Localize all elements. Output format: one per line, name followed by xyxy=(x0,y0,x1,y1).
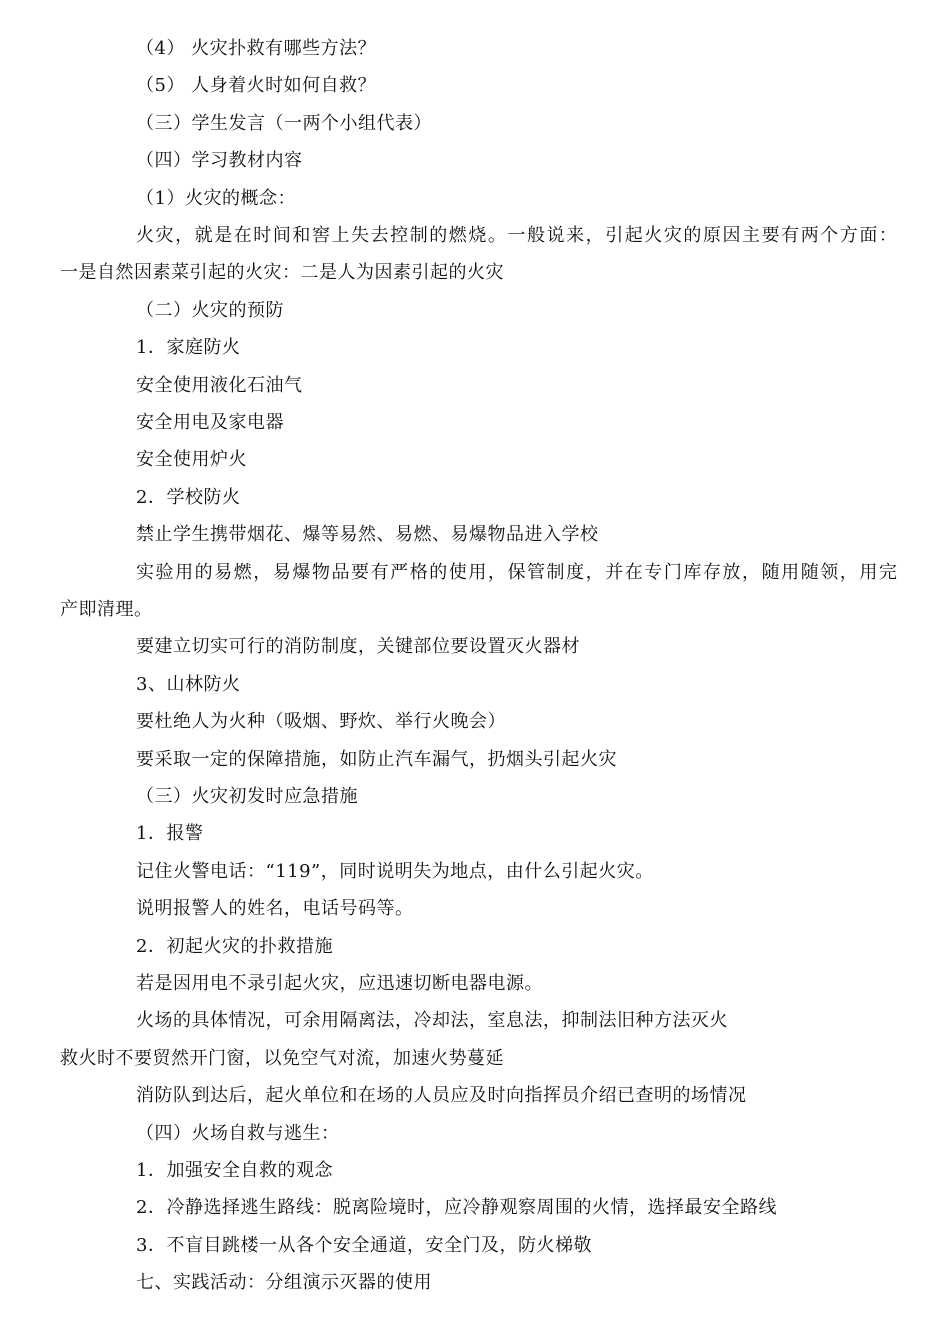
school-item-system: 要建立切实可行的消防制度，关键部位要设置灭火器材 xyxy=(136,636,580,657)
practice-activity: 七、实践活动：分组演示灭器的使用 xyxy=(136,1272,432,1293)
initial-item-methods: 火场的具体情况，可余用隔离法，冷却法，室息法，抑制法旧种方法灭火 xyxy=(136,1010,728,1031)
fire-definition-line-2: 一是自然因素菜引起的火灾：二是人为因素引起的火灾 xyxy=(60,262,504,283)
emergency-heading: （三）火灾初发时应急措施 xyxy=(136,786,358,807)
school-item-lab-line-2: 产即清理。 xyxy=(60,599,153,620)
school-fire-heading: 2．学校防火 xyxy=(136,487,241,508)
self-rescue-heading: （四）火场自救与逃生： xyxy=(136,1123,340,1144)
school-item-lab-line-1: 实验用的易燃，易爆物品要有严格的使用，保管制度，并在专门库存放，随用随领，用完 xyxy=(136,562,899,583)
forest-item-measures: 要采取一定的保障措施，如防止汽车漏气，扔烟头引起火灾 xyxy=(136,749,617,770)
initial-fire-heading: 2．初起火灾的扑救措施 xyxy=(136,936,333,957)
question-5: （5） 人身着火时如何自救？ xyxy=(136,75,377,96)
self-rescue-item-1: 1．加强安全自救的观念 xyxy=(136,1160,333,1181)
fire-prevention-heading: （二）火灾的预防 xyxy=(136,300,284,321)
home-item-lpg: 安全使用液化石油气 xyxy=(136,375,303,396)
self-rescue-item-3: 3．不盲目跳楼一从各个安全通道，安全门及，防火梯敬 xyxy=(136,1235,592,1256)
section-study-content: （四）学习教材内容 xyxy=(136,150,303,171)
initial-item-windows: 救火时不要贸然开门窗，以免空气对流，加速火势蔓延 xyxy=(60,1048,504,1069)
alarm-heading: 1．报警 xyxy=(136,823,204,844)
alarm-item-name: 说明报警人的姓名，电话号码等。 xyxy=(136,898,414,919)
home-item-stove: 安全使用炉火 xyxy=(136,449,247,470)
initial-item-power: 若是因用电不录引起火灾，应迅速切断电器电源。 xyxy=(136,973,543,994)
self-rescue-item-2: 2．冷静选择逃生路线：脱离险境时，应冷静观察周围的火情，选择最安全路线 xyxy=(136,1197,777,1218)
home-item-electric: 安全用电及家电器 xyxy=(136,412,284,433)
home-fire-heading: 1．家庭防火 xyxy=(136,337,241,358)
fire-concept-heading: （1）火灾的概念： xyxy=(136,188,296,209)
fire-definition-line-1: 火灾，就是在时间和窖上失去控制的燃烧。一般说来，引起火灾的原因主要有两个方面： xyxy=(136,225,899,246)
forest-fire-heading: 3、山林防火 xyxy=(136,674,241,695)
initial-item-firebrigade: 消防队到达后，起火单位和在场的人员应及时向指挥员介绍已查明的场情况 xyxy=(136,1085,747,1106)
school-item-fireworks: 禁止学生携带烟花、爆等易然、易燃、易爆物品进入学校 xyxy=(136,524,599,545)
alarm-item-phone: 记住火警电话：“119”，同时说明失为地点，由什么引起火灾。 xyxy=(136,861,654,882)
question-4: （4） 火灾扑救有哪些方法？ xyxy=(136,38,377,59)
section-student-talk: （三）学生发言（一两个小组代表） xyxy=(136,113,432,134)
forest-item-sources: 要杜绝人为火种（吸烟、野炊、举行火晚会） xyxy=(136,711,506,732)
